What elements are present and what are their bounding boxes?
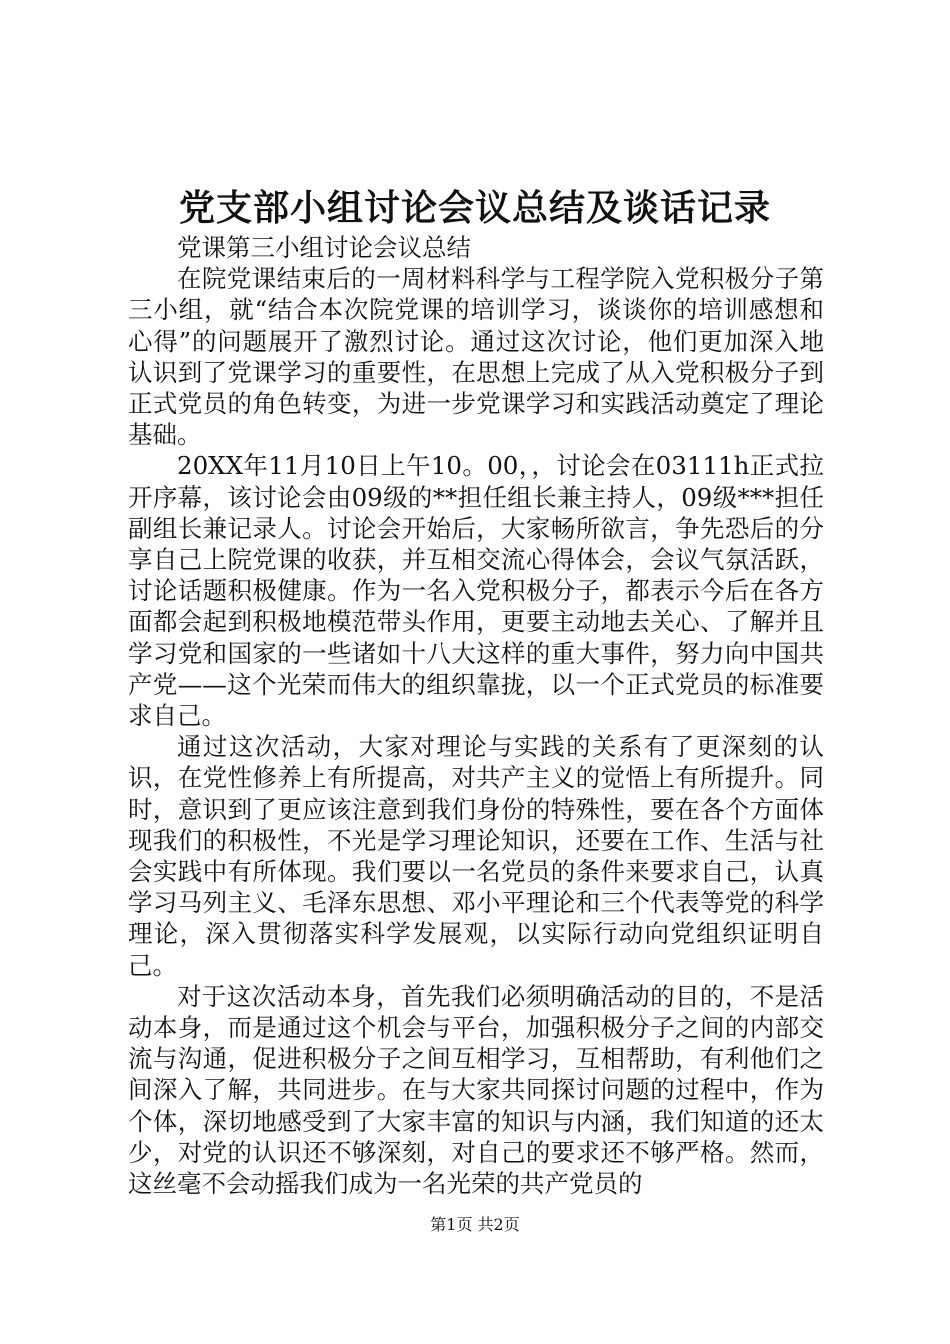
document-title: 党支部小组讨论会议总结及谈话记录: [178, 187, 771, 229]
body-paragraph: 在院党课结束后的一周材料科学与工程学院入党积极分子第三小组，就“结合本次院党课的培训学习，谈谈你的培训感想和心得”的问题展开了激烈讨论。通过这次讨论，他们更加深入地认识到了党课学习的重要性，在思想上完成了从入党积极分子到正式党员的角色转变，为进一步党课学习和实践活动奠定了理论基础。: [128, 264, 824, 450]
body-paragraph: 通过这次活动，大家对理论与实践的关系有了更深刻的认识，在党性修养上有所提高，对共产主义的觉悟上有所提升。同时，意识到了更应该注意到我们身份的特殊性，要在各个方面体现我们的积极性，不光是学习理论知识，还要在工作、生活与社会实践中有所体现。我们要以一名党员的条件来要求自己，认真学习马列主义、毛泽东思想、邓小平理论和三个代表等党的科学理论，深入贯彻落实科学发展观，以实际行动向党组织证明自己。: [128, 732, 824, 980]
page-number-footer: 第1页 共2页: [430, 1215, 520, 1234]
body-paragraph: 20XX年11月10日上午10。00，，讨论会在03111h正式拉开序幕，该讨论会由09级的**担任组长兼主持人，09级***担任副组长兼记录人。讨论会开始后，大家畅所欲言，争先恐后的分享自己上院党课的收获，并互相交流心得体会，会议气氛活跃，讨论话题积极健康。作为一名入党积极分子，都表示今后在各方面都会起到积极地模范带头作用，更要主动地去关心、了解并且学习党和国家的一些诸如十八大这样的重大事件，努力向中国共产党——这个光荣而伟大的组织靠拢，以一个正式党员的标准要求自己。: [128, 451, 824, 731]
body-paragraph: 对于这次活动本身，首先我们必须明确活动的目的，不是活动本身，而是通过这个机会与平台，加强积极分子之间的内部交流与沟通，促进积极分子之间互相学习，互相帮助，有利他们之间深入了解，共同进步。在与大家共同探讨问题的过程中，作为个体，深切地感受到了大家丰富的知识与内涵，我们知道的还太少，对党的认识还不够深刻，对自己的要求还不够严格。然而，这丝毫不会动摇我们成为一名光荣的共产党员的: [128, 981, 824, 1199]
subtitle-paragraph: 党课第三小组讨论会议总结: [177, 233, 471, 262]
document-body: [128, 232, 824, 1199]
